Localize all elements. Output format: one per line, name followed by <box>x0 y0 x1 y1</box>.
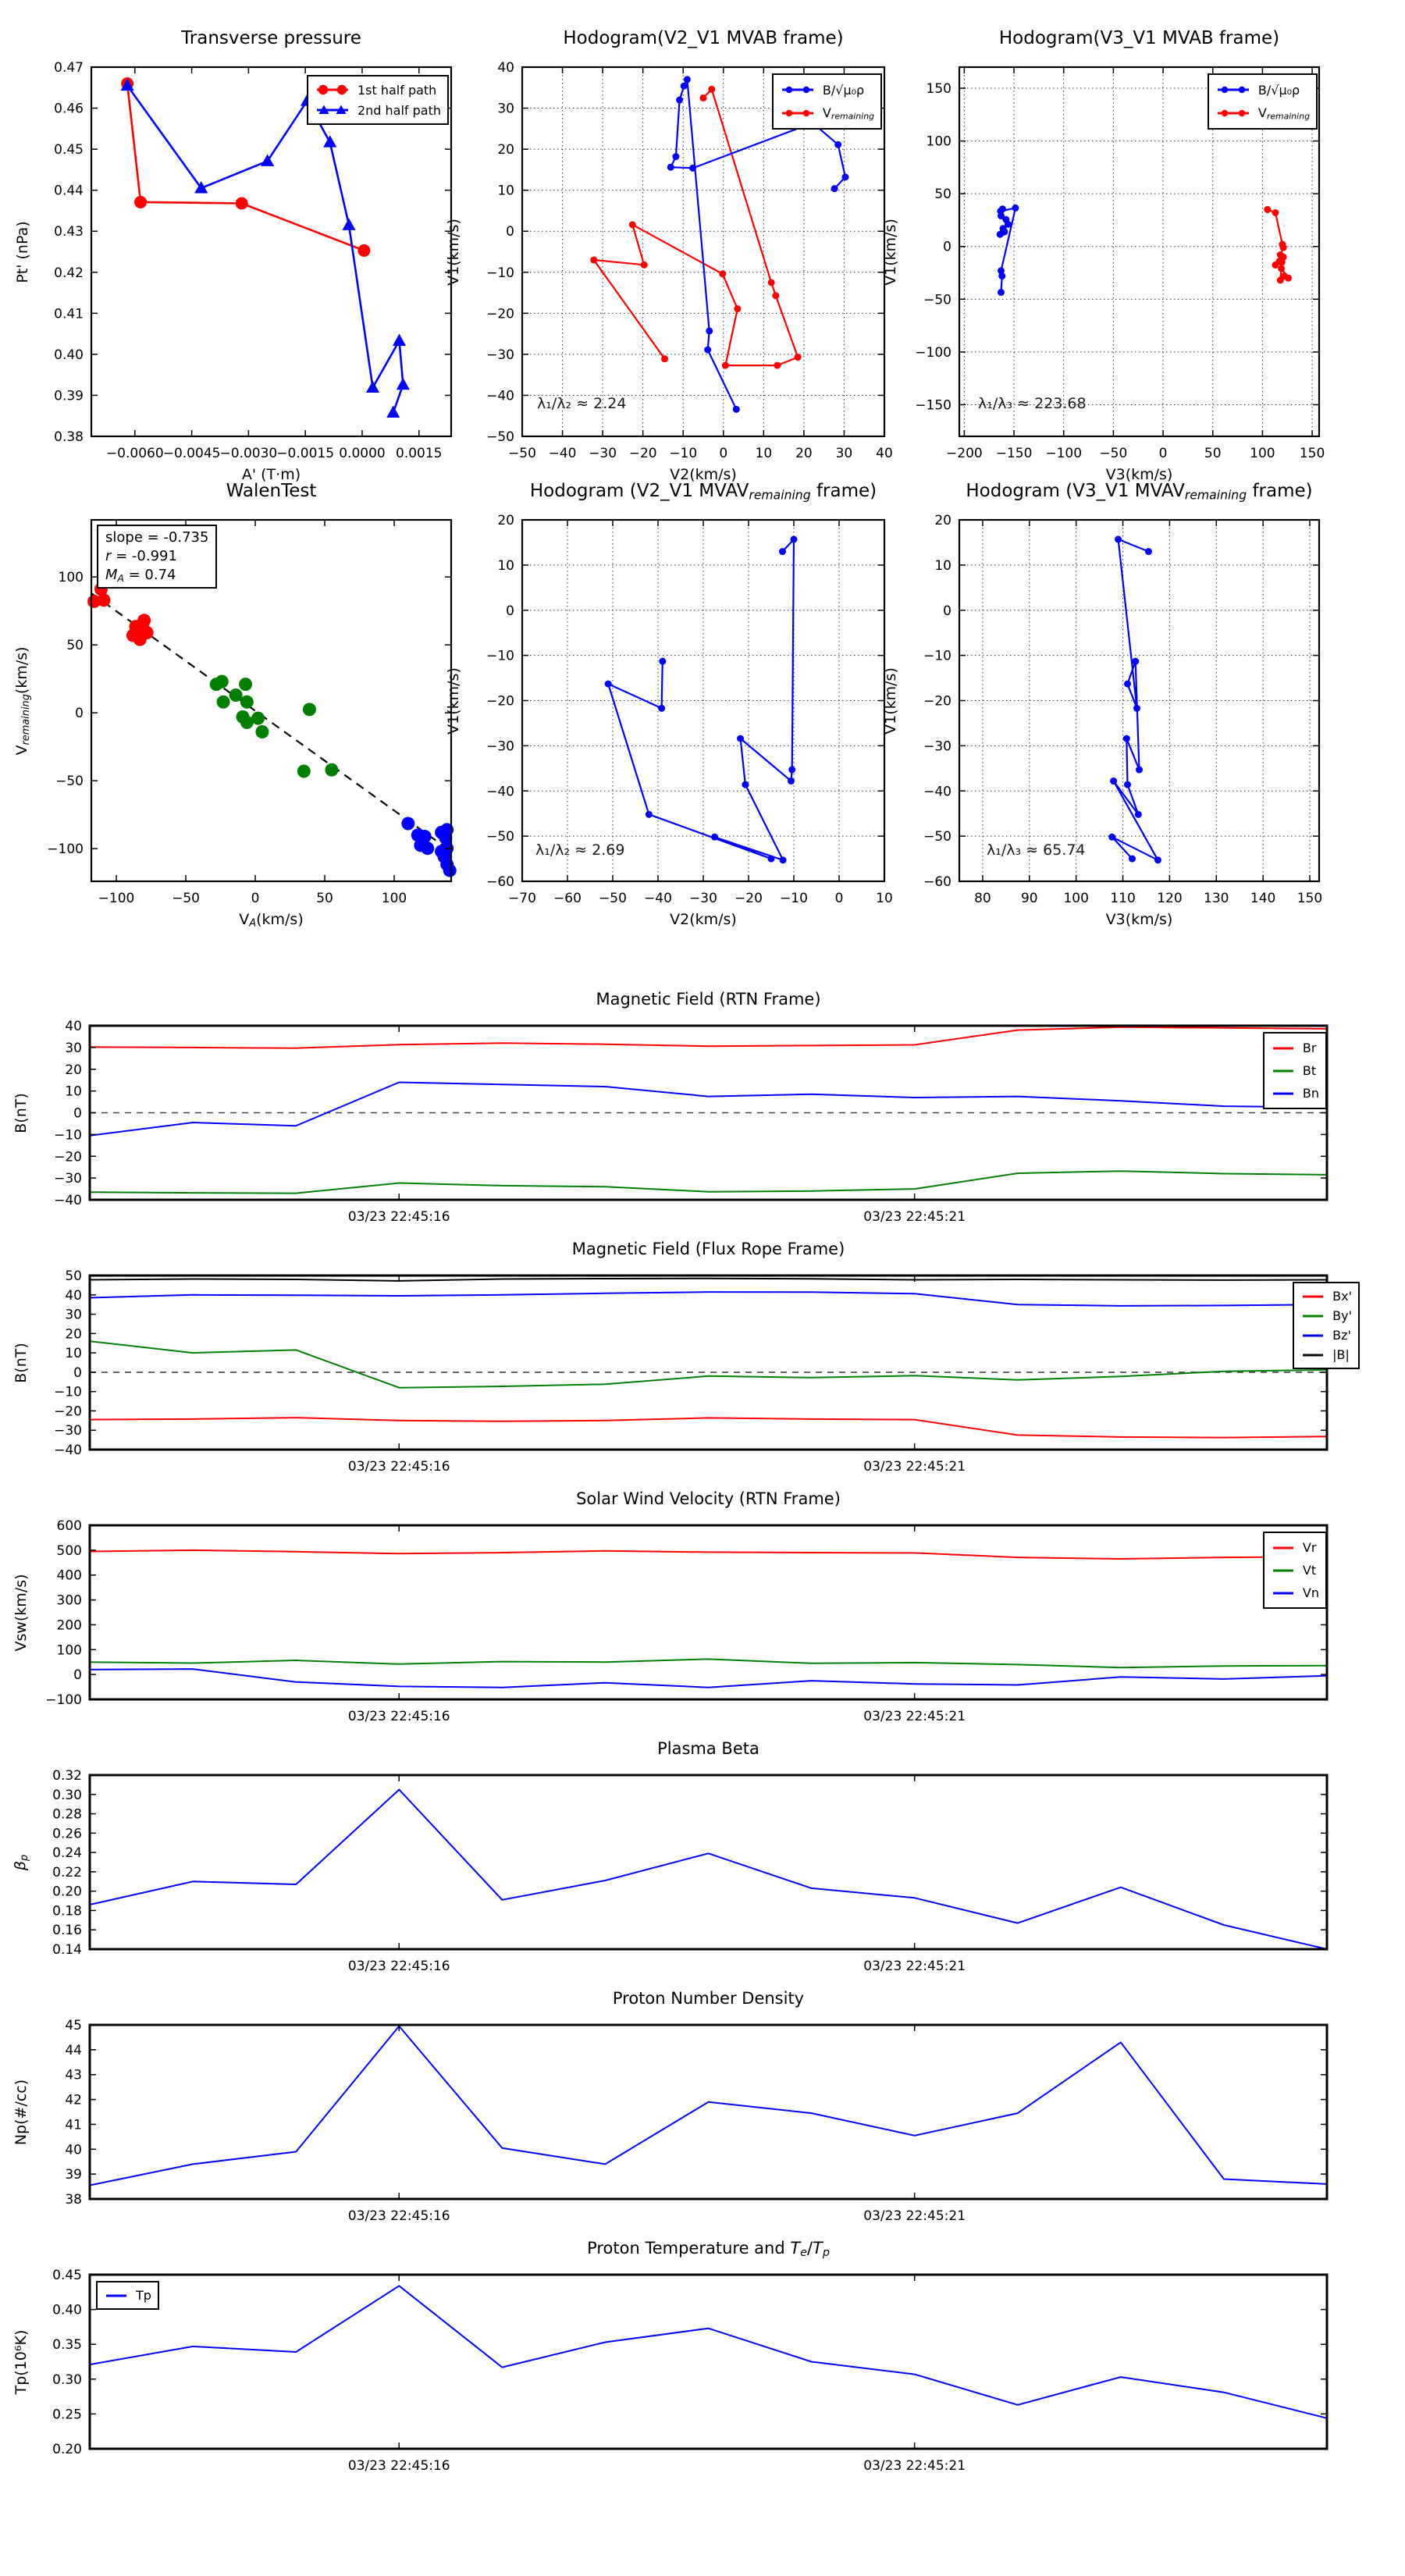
line-legend-marker-icon <box>1271 1586 1296 1600</box>
hodogram-v2v1-mvab-annotation: λ₁/λ₂ ≈ 2.24 <box>537 395 627 412</box>
legend-label: B/√μ₀ρ <box>822 82 865 98</box>
y-tick-label: 0.24 <box>52 1845 82 1862</box>
y-tick-label: 0.14 <box>52 1942 82 1958</box>
y-tick-label: −20 <box>486 693 514 710</box>
x-tick-label: −0.0060 <box>105 446 164 461</box>
y-tick-label: −40 <box>486 388 514 404</box>
x-tick-label: 30 <box>835 446 853 461</box>
x-tick-label: −150 <box>995 446 1033 461</box>
y-tick-label: −40 <box>923 784 951 800</box>
legend-label: 1st half path <box>357 82 437 98</box>
x-tick-label: −40 <box>548 446 577 461</box>
proton-temperature-title: Proton Temperature and Te/Tp <box>587 2239 830 2259</box>
stat-line: MA = 0.74 <box>105 566 176 584</box>
x-tick-label: 50 <box>316 891 333 906</box>
y-tick-label: 0 <box>506 224 514 240</box>
legend-label: Bt <box>1302 1063 1317 1078</box>
x-tick-label: 03/23 22:45:16 <box>347 1459 450 1475</box>
y-tick-label: 0.40 <box>54 347 84 363</box>
y-tick-label: −20 <box>54 1404 82 1420</box>
line-legend-marker-icon <box>1271 1541 1296 1555</box>
legend-label: Vn <box>1302 1585 1319 1600</box>
legend-item <box>104 2286 151 2305</box>
x-tick-label: −0.0015 <box>276 446 335 461</box>
y-tick-label: 30 <box>65 1040 82 1056</box>
legend-label: B/√μ₀ρ <box>1257 82 1300 98</box>
y-tick-label: −10 <box>54 1384 82 1400</box>
y-tick-label: 42 <box>65 2092 82 2108</box>
y-tick-label: 30 <box>65 1307 82 1323</box>
y-tick-label: 43 <box>65 2067 82 2083</box>
y-tick-label: 100 <box>926 133 951 150</box>
y-tick-label: 400 <box>56 1567 82 1584</box>
y-tick-label: 10 <box>497 557 514 574</box>
y-tick-label: 50 <box>934 187 951 203</box>
legend-label: |B| <box>1332 1347 1350 1362</box>
walen-test-xlabel: VA(km/s) <box>239 911 304 930</box>
y-tick-label: 0.39 <box>54 388 84 404</box>
circle-line-legend-marker-icon <box>315 83 350 97</box>
y-tick-label: −10 <box>486 648 514 664</box>
y-tick-label: 100 <box>58 570 84 586</box>
y-tick-label: 0.42 <box>54 265 84 281</box>
legend-item <box>1271 1559 1319 1582</box>
y-tick-label: −50 <box>486 429 514 445</box>
y-tick-label: 41 <box>65 2117 82 2133</box>
x-tick-label: 03/23 22:45:21 <box>863 1209 966 1225</box>
y-tick-label: 50 <box>66 638 84 654</box>
x-tick-label: 0 <box>1158 446 1168 461</box>
x-tick-label: 20 <box>795 446 813 461</box>
y-tick-label: −30 <box>486 347 514 363</box>
legend-item <box>1300 1325 1352 1345</box>
y-tick-label: −50 <box>923 829 951 845</box>
line-legend-marker-icon <box>1300 1309 1325 1323</box>
x-tick-label: −50 <box>1099 446 1128 461</box>
x-tick-label: −50 <box>508 446 536 461</box>
y-tick-label: −10 <box>54 1127 82 1144</box>
hodogram-v2v1-mvav-ylabel: V1(km/s) <box>445 667 462 735</box>
legend-item <box>1300 1286 1352 1306</box>
x-tick-label: 90 <box>1020 891 1038 906</box>
line-legend-marker-icon <box>1271 1564 1296 1578</box>
y-tick-label: −20 <box>923 693 951 710</box>
y-tick-label: −30 <box>54 1171 82 1187</box>
y-tick-label: 0.26 <box>52 1826 82 1842</box>
y-tick-label: 0.47 <box>54 60 84 76</box>
proton-temperature-ylabel: Tp(10⁶K) <box>12 2329 30 2394</box>
x-tick-label: 03/23 22:45:16 <box>347 2208 450 2224</box>
hodogram-v3v1-mvab-legend <box>1208 73 1318 130</box>
y-tick-label: 30 <box>497 101 514 117</box>
hodogram-v3v1-mvav-plot <box>872 468 1396 953</box>
y-tick-label: −10 <box>923 648 951 664</box>
x-tick-label: −100 <box>1045 446 1083 461</box>
transverse-pressure-title: Transverse pressure <box>181 28 361 48</box>
transverse-pressure-legend <box>307 75 449 125</box>
x-tick-label: 100 <box>1250 446 1275 461</box>
legend-label: Bn <box>1302 1086 1319 1101</box>
legend-label: Vt <box>1302 1563 1317 1578</box>
y-tick-label: 40 <box>65 1019 82 1034</box>
y-tick-label: 500 <box>56 1542 82 1559</box>
stat-line: slope = -0.735 <box>105 529 209 546</box>
x-tick-label: 40 <box>876 446 893 461</box>
x-tick-label: −0.0045 <box>162 446 221 461</box>
y-tick-label: 150 <box>926 81 951 98</box>
y-tick-label: 0 <box>943 603 951 619</box>
legend-item <box>1271 1582 1319 1604</box>
stat-line: r = -0.991 <box>105 547 177 564</box>
x-tick-label: 110 <box>1110 891 1136 906</box>
y-tick-label: 20 <box>934 513 951 528</box>
x-tick-label: 130 <box>1204 891 1229 906</box>
y-tick-label: 10 <box>497 183 514 199</box>
y-tick-label: 0 <box>75 706 84 722</box>
x-tick-label: 0.0015 <box>396 446 443 461</box>
x-tick-label: 140 <box>1250 891 1276 906</box>
hodogram-v2v1-mvab-legend <box>772 73 882 130</box>
y-tick-label: 20 <box>497 513 514 528</box>
y-tick-label: 0 <box>943 239 951 255</box>
solar-wind-velocity-title: Solar Wind Velocity (RTN Frame) <box>576 1489 841 1508</box>
x-tick-label: −10 <box>780 891 808 906</box>
y-tick-label: −30 <box>54 1423 82 1439</box>
legend-item <box>1215 78 1310 101</box>
legend-item <box>780 78 874 101</box>
x-tick-label: −50 <box>599 891 627 906</box>
y-tick-label: 0.28 <box>52 1806 82 1823</box>
legend-item <box>1271 1059 1319 1082</box>
hodogram-v2v1-mvav-annotation: λ₁/λ₂ ≈ 2.69 <box>535 841 625 859</box>
solar-wind-velocity-ylabel: Vsw(km/s) <box>12 1573 30 1652</box>
x-tick-label: −40 <box>644 891 672 906</box>
legend-item <box>315 80 441 100</box>
legend-item <box>1271 1037 1319 1059</box>
magnetic-field-flux-rope-legend <box>1293 1282 1360 1369</box>
y-tick-label: 45 <box>65 2018 82 2033</box>
proton-temperature-plot <box>2 2223 1403 2521</box>
x-tick-label: 03/23 22:45:16 <box>347 1709 450 1724</box>
y-tick-label: 0.20 <box>52 2442 82 2457</box>
walen-test-statbox <box>97 525 217 589</box>
y-tick-label: −40 <box>54 1443 82 1458</box>
x-tick-label: −20 <box>628 446 657 461</box>
y-tick-label: 300 <box>56 1592 82 1609</box>
hodogram-v3v1-mvav-xlabel: V3(km/s) <box>1105 911 1173 928</box>
dot-line-legend-marker-icon <box>1215 83 1251 97</box>
x-tick-label: −30 <box>589 446 617 461</box>
x-tick-label: 03/23 22:45:21 <box>863 1459 966 1475</box>
dot-line-legend-marker-icon <box>780 106 816 120</box>
x-tick-label: 03/23 22:45:21 <box>863 1709 966 1724</box>
plasma-beta-ylabel: βp <box>12 1854 30 1870</box>
proton-number-density-ylabel: Np(#/cc) <box>12 2079 30 2145</box>
x-tick-label: 0 <box>834 891 844 906</box>
y-tick-label: −20 <box>486 306 514 322</box>
magnetic-field-flux-rope-title: Magnetic Field (Flux Rope Frame) <box>571 1240 845 1258</box>
hodogram-v3v1-mvav-title: Hodogram (V3_V1 MVAVremaining frame) <box>966 481 1313 503</box>
y-tick-label: −60 <box>486 874 514 890</box>
y-tick-label: 0 <box>73 1667 82 1684</box>
y-tick-label: 0.38 <box>54 429 84 445</box>
y-tick-label: 0 <box>73 1105 82 1122</box>
magnetic-field-rtn-title: Magnetic Field (RTN Frame) <box>596 990 821 1009</box>
x-tick-label: 03/23 22:45:21 <box>863 2458 966 2474</box>
hodogram-v3v1-mvab-title: Hodogram(V3_V1 MVAB frame) <box>998 28 1280 48</box>
x-tick-label: −10 <box>669 446 698 461</box>
y-tick-label: 0.30 <box>52 1787 82 1803</box>
transverse-pressure-ylabel: Pt' (nPa) <box>14 220 31 283</box>
x-tick-label: −70 <box>508 891 536 906</box>
legend-label: By' <box>1332 1308 1352 1323</box>
line-legend-marker-icon <box>1271 1041 1296 1055</box>
solar-wind-velocity-legend <box>1263 1532 1327 1609</box>
x-tick-label: 03/23 22:45:16 <box>347 1209 450 1225</box>
legend-item <box>1271 1082 1319 1105</box>
y-tick-label: 40 <box>497 60 514 76</box>
y-tick-label: 0.20 <box>52 1884 82 1900</box>
y-tick-label: 20 <box>497 142 514 158</box>
y-tick-label: 38 <box>65 2192 82 2208</box>
proton-number-density-title: Proton Number Density <box>612 1989 805 2008</box>
x-tick-label: 03/23 22:45:16 <box>347 1959 450 1974</box>
legend-item <box>315 100 441 120</box>
y-tick-label: 0.45 <box>52 2268 82 2283</box>
y-tick-label: −30 <box>923 738 951 755</box>
walen-test-title: WalenTest <box>226 481 317 501</box>
magnetic-field-rtn-legend <box>1263 1032 1327 1109</box>
y-tick-label: −50 <box>923 292 951 308</box>
x-tick-label: −0.0030 <box>219 446 278 461</box>
y-tick-label: 10 <box>65 1346 82 1362</box>
line-legend-marker-icon <box>104 2289 129 2303</box>
x-tick-label: 100 <box>381 891 407 906</box>
hodogram-v3v1-mvav-ylabel: V1(km/s) <box>882 667 899 735</box>
x-tick-label: 03/23 22:45:16 <box>347 2458 450 2474</box>
proton-temperature-legend <box>96 2281 159 2310</box>
y-tick-label: 0.41 <box>54 306 84 322</box>
hodogram-v2v1-mvav-xlabel: V2(km/s) <box>670 911 737 928</box>
y-tick-label: 40 <box>65 1287 82 1304</box>
walen-test-ylabel: Vremaining(km/s) <box>13 646 32 756</box>
y-tick-label: −60 <box>923 874 951 890</box>
y-tick-label: 44 <box>65 2042 82 2058</box>
y-tick-label: 20 <box>65 1062 82 1078</box>
y-tick-label: 0.30 <box>52 2371 82 2388</box>
y-tick-label: 0.22 <box>52 1864 82 1880</box>
x-tick-label: −20 <box>735 891 763 906</box>
y-tick-label: 0.43 <box>54 224 84 240</box>
y-tick-label: 0.44 <box>54 183 84 199</box>
hodogram-v3v1-mvab-xlabel: V3(km/s) <box>1105 466 1173 483</box>
x-tick-label: 0 <box>719 446 728 461</box>
y-tick-label: 0.45 <box>54 142 84 158</box>
x-tick-label: 03/23 22:45:21 <box>863 1959 966 1974</box>
x-tick-label: 100 <box>1063 891 1089 906</box>
legend-item <box>1300 1306 1352 1325</box>
transverse-pressure-xlabel: A' (T·m) <box>241 466 301 483</box>
y-tick-label: 0.40 <box>52 2302 82 2318</box>
line-legend-marker-icon <box>1271 1064 1296 1078</box>
plasma-beta-title: Plasma Beta <box>657 1739 759 1758</box>
y-tick-label: 0 <box>506 603 514 619</box>
legend-item <box>1271 1536 1319 1559</box>
legend-label: Bx' <box>1332 1289 1352 1304</box>
x-tick-label: −60 <box>553 891 582 906</box>
hodogram-v3v1-mvab-ylabel: V1(km/s) <box>882 218 899 286</box>
y-tick-label: −20 <box>54 1149 82 1165</box>
magnetic-field-rtn-ylabel: B(nT) <box>12 1092 30 1133</box>
x-tick-label: 0 <box>251 891 260 906</box>
legend-label: 2nd half path <box>357 102 441 118</box>
hodogram-v3v1-mvab-annotation: λ₁/λ₃ ≈ 223.68 <box>978 395 1087 412</box>
legend-item <box>1300 1345 1352 1364</box>
y-tick-label: −100 <box>45 1692 82 1708</box>
y-tick-label: 0.16 <box>52 1923 82 1939</box>
legend-item <box>1215 101 1310 125</box>
line-legend-marker-icon <box>1300 1290 1325 1304</box>
y-tick-label: −100 <box>915 344 951 361</box>
y-tick-label: 20 <box>65 1326 82 1343</box>
y-tick-label: 10 <box>934 557 951 574</box>
y-tick-label: 0.32 <box>52 1768 82 1784</box>
x-tick-label: 50 <box>1204 446 1222 461</box>
legend-label: Bz' <box>1332 1328 1351 1343</box>
legend-item <box>780 101 874 125</box>
hodogram-v2v1-mvab-title: Hodogram(V2_V1 MVAB frame) <box>563 28 844 48</box>
line-legend-marker-icon <box>1300 1329 1325 1343</box>
legend-label: Vremaining <box>822 105 874 122</box>
x-tick-label: 0.0000 <box>339 446 386 461</box>
y-tick-label: 50 <box>65 1268 82 1284</box>
line-legend-marker-icon <box>1271 1087 1296 1101</box>
x-tick-label: 120 <box>1157 891 1183 906</box>
hodogram-v2v1-mvab-xlabel: V2(km/s) <box>670 466 737 483</box>
y-tick-label: 200 <box>56 1617 82 1634</box>
y-tick-label: 0.35 <box>52 2337 82 2354</box>
y-tick-label: −50 <box>486 829 514 845</box>
legend-label: Br <box>1302 1041 1317 1055</box>
y-tick-label: −40 <box>54 1193 82 1208</box>
y-tick-label: 0.25 <box>52 2407 82 2423</box>
line-legend-marker-icon <box>1300 1348 1325 1362</box>
y-tick-label: 100 <box>56 1642 82 1659</box>
magnetic-field-flux-rope-ylabel: B(nT) <box>12 1342 30 1383</box>
x-tick-label: 03/23 22:45:21 <box>863 2208 966 2224</box>
dot-line-legend-marker-icon <box>780 83 816 97</box>
x-tick-label: 150 <box>1299 446 1325 461</box>
y-tick-label: −10 <box>486 265 514 281</box>
hodogram-v2v1-mvab-ylabel: V1(km/s) <box>445 218 462 286</box>
y-tick-label: −30 <box>486 738 514 755</box>
y-tick-label: 40 <box>65 2142 82 2158</box>
y-tick-label: −100 <box>47 841 84 858</box>
y-tick-label: 39 <box>65 2167 82 2183</box>
x-tick-label: 150 <box>1297 891 1323 906</box>
x-tick-label: 80 <box>974 891 991 906</box>
y-tick-label: 10 <box>65 1083 82 1100</box>
y-tick-label: −50 <box>55 774 84 790</box>
x-tick-label: 10 <box>755 446 773 461</box>
legend-label: Vremaining <box>1257 105 1310 122</box>
hodogram-v2v1-mvav-title: Hodogram (V2_V1 MVAVremaining frame) <box>529 481 877 503</box>
x-tick-label: −50 <box>172 891 200 906</box>
triangle-line-legend-marker-icon <box>315 103 350 117</box>
x-tick-label: −30 <box>689 891 717 906</box>
hodogram-v3v1-mvav-annotation: λ₁/λ₃ ≈ 65.74 <box>987 841 1086 859</box>
y-tick-label: 0.18 <box>52 1903 82 1920</box>
x-tick-label: 10 <box>876 891 893 906</box>
y-tick-label: −40 <box>486 784 514 800</box>
legend-label: Tp <box>136 2288 151 2303</box>
y-tick-label: 0 <box>73 1364 82 1381</box>
x-tick-label: −100 <box>98 891 135 906</box>
dot-line-legend-marker-icon <box>1215 106 1251 120</box>
y-tick-label: −150 <box>915 397 951 414</box>
y-tick-label: 600 <box>56 1518 82 1534</box>
y-tick-label: 0.46 <box>54 101 84 117</box>
legend-label: Vr <box>1302 1540 1317 1555</box>
x-tick-label: −200 <box>946 446 983 461</box>
